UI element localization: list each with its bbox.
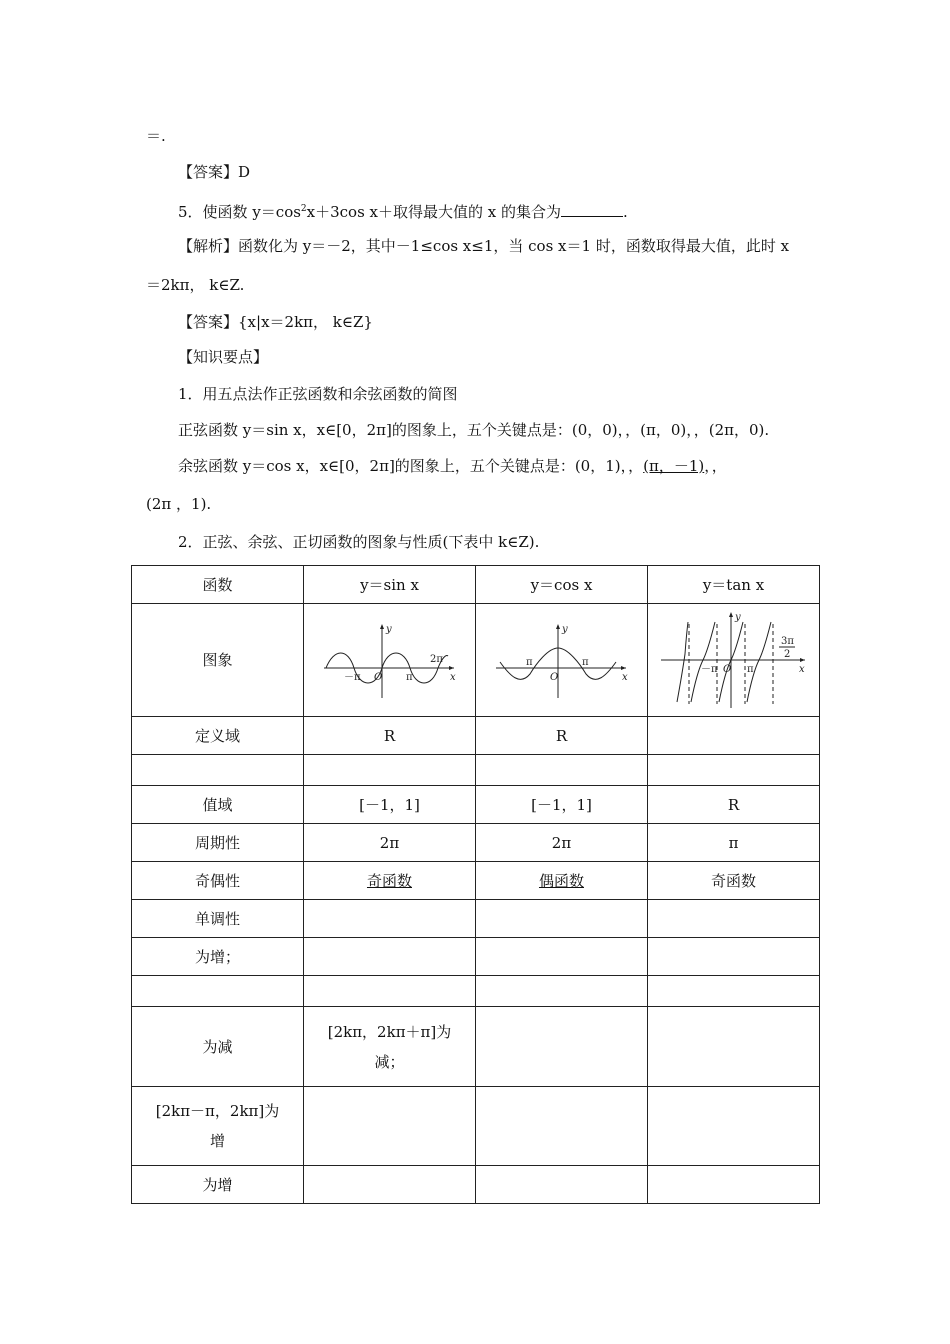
row-label: 定义域	[132, 717, 304, 755]
question-text: 使函数 y＝cos	[202, 203, 301, 221]
sine-graph-cell	[304, 604, 476, 717]
question-end: .	[623, 203, 628, 221]
y-label: y	[734, 612, 741, 623]
cosine-key-points	[178, 456, 727, 476]
point-1-title: 1．用五点法作正弦函数和余弦函数的简图	[178, 385, 458, 403]
table-cell	[648, 1166, 820, 1204]
answer-blank	[561, 202, 623, 217]
row-label: 为增	[132, 1166, 304, 1204]
pi-label: π	[581, 657, 589, 668]
table-cell	[304, 938, 476, 976]
table-cell: [－1，1]	[304, 786, 476, 824]
tangent-graph-cell	[648, 604, 820, 717]
table-cell	[476, 1007, 648, 1087]
origin-label: O	[549, 672, 558, 683]
table-cell	[648, 1087, 820, 1166]
three-pi-num: 3π	[780, 636, 794, 647]
answer-value: D	[238, 163, 251, 181]
x-axis-arrow-icon	[800, 658, 805, 662]
table-cell: R	[304, 717, 476, 755]
table-cell: 奇函数	[648, 862, 820, 900]
table-cell	[476, 1166, 648, 1204]
analysis-line-2: ＝2kπ， k∈Z.	[146, 276, 245, 294]
table-cell	[304, 1007, 476, 1087]
table-row-range	[132, 786, 820, 824]
cell-line: 增	[209, 1132, 225, 1150]
table-cell: π	[648, 824, 820, 862]
origin-label: O	[722, 664, 731, 675]
header-cell: 函数	[132, 566, 304, 604]
table-cell	[648, 938, 820, 976]
table-cell: 2π	[476, 824, 648, 862]
answer-value: {x|x＝2kπ， k∈Z}	[238, 313, 373, 331]
row-label: 单调性	[132, 900, 304, 938]
row-label: 周期性	[132, 824, 304, 862]
row-label: 值域	[132, 786, 304, 824]
row-label: 图象	[132, 604, 304, 717]
cosine-points-text: 余弦函数 y＝cos x，x∈[0，2π]的图象上，五个关键点是：(0，1)，，	[178, 457, 644, 475]
pi-label: π	[746, 664, 754, 675]
header-cell: y＝tan x	[648, 566, 820, 604]
sine-key-points: 正弦函数 y＝sin x，x∈[0，2π]的图象上，五个关键点是：(0，0)，，(π，0)，，(2π，0).	[178, 421, 770, 439]
table-cell: 奇函数	[304, 862, 476, 900]
table-cell	[648, 717, 820, 755]
y-axis-arrow-icon	[729, 612, 733, 617]
row-label	[132, 1087, 304, 1166]
table-cell	[648, 755, 820, 786]
x-axis-arrow-icon	[621, 666, 626, 670]
q5-answer	[178, 312, 373, 332]
table-row-graph	[132, 604, 820, 717]
tan-branch	[691, 622, 715, 702]
neg-pi-label: π	[525, 657, 533, 668]
table-cell	[304, 900, 476, 938]
cell-line: [2kπ－π，2kπ]为	[155, 1102, 280, 1120]
table-row-increase	[132, 938, 820, 976]
table-cell: [－1，1]	[476, 786, 648, 824]
row-label: 为增；	[132, 938, 304, 976]
x-label: x	[621, 672, 628, 683]
y-axis-arrow-icon	[380, 624, 384, 629]
analysis-text: 函数化为 y＝－2，其中－1≤cos x≤1，当 cos x＝1 时，函数取得最大值，此时 x	[238, 237, 790, 255]
tan-branch	[677, 622, 688, 702]
tangent-graph	[659, 610, 809, 710]
table-row-empty	[132, 755, 820, 786]
x-label: x	[449, 672, 456, 683]
row-label: 为减	[132, 1007, 304, 1087]
top-fragment: ＝.	[146, 127, 166, 145]
header-cell: y＝sin x	[304, 566, 476, 604]
table-cell	[648, 976, 820, 1007]
cell-line: [2kπ，2kπ＋π]为	[327, 1022, 452, 1041]
table-cell	[132, 976, 304, 1007]
neg-pi-label: －π	[700, 664, 718, 675]
table-cell	[476, 1087, 648, 1166]
table-cell: R	[476, 717, 648, 755]
table-row-domain	[132, 717, 820, 755]
analysis-label: 【解析】	[178, 237, 239, 255]
table-row-header	[132, 566, 820, 604]
superscript: 2	[300, 204, 307, 214]
y-label: y	[385, 624, 392, 635]
y-axis-arrow-icon	[556, 624, 560, 629]
origin-label: O	[373, 672, 382, 683]
tan-branch	[747, 622, 771, 702]
question-number: 5．	[178, 203, 203, 221]
table-row-period	[132, 824, 820, 862]
table-cell: 偶函数	[476, 862, 648, 900]
y-label: y	[561, 624, 568, 635]
table-row-last	[132, 1166, 820, 1204]
table-cell: 2π	[304, 824, 476, 862]
table-row-empty	[132, 976, 820, 1007]
table-cell	[132, 755, 304, 786]
trig-properties-table	[131, 565, 820, 1204]
table-cell	[476, 900, 648, 938]
knowledge-heading: 【知识要点】	[178, 348, 269, 366]
cosine-points-underlined: (π，－1)	[643, 457, 705, 475]
q4-answer	[178, 162, 250, 182]
table-cell	[304, 1087, 476, 1166]
cosine-key-points-end: (2π ，1).	[146, 495, 212, 513]
pi-label: π	[405, 672, 413, 683]
question-5	[178, 199, 628, 222]
table-row-decrease	[132, 1007, 820, 1087]
x-axis-arrow-icon	[449, 666, 454, 670]
two-pi-label: 2π	[429, 654, 443, 665]
cosine-graph-cell	[476, 604, 648, 717]
header-cell: y＝cos x	[476, 566, 648, 604]
sine-graph	[320, 620, 460, 700]
point-2-title: 2．正弦、余弦、正切函数的图象与性质(下表中 k∈Z).	[178, 533, 540, 551]
question-text-b: x＋3cos x＋取得最大值的 x 的集合为	[306, 203, 562, 221]
table-cell	[476, 755, 648, 786]
table-cell	[304, 755, 476, 786]
cosine-points-sep: ，，	[704, 457, 727, 475]
table-row-parity	[132, 862, 820, 900]
answer-label: 【答案】	[178, 313, 239, 331]
analysis-line-1	[178, 236, 789, 256]
table-cell: R	[648, 786, 820, 824]
row-label: 奇偶性	[132, 862, 304, 900]
table-row-monotonic	[132, 900, 820, 938]
table-cell	[476, 976, 648, 1007]
table-row-increase-2	[132, 1087, 820, 1166]
three-pi-den: 2	[783, 649, 790, 660]
table-cell	[304, 1166, 476, 1204]
answer-label: 【答案】	[178, 163, 239, 181]
table-cell	[304, 976, 476, 1007]
neg-pi-label: －π	[343, 672, 361, 683]
cell-line: 减；	[374, 1052, 405, 1071]
x-label: x	[798, 664, 805, 675]
table-cell	[648, 900, 820, 938]
table-cell	[476, 938, 648, 976]
cosine-graph	[492, 620, 632, 700]
table-cell	[648, 1007, 820, 1087]
